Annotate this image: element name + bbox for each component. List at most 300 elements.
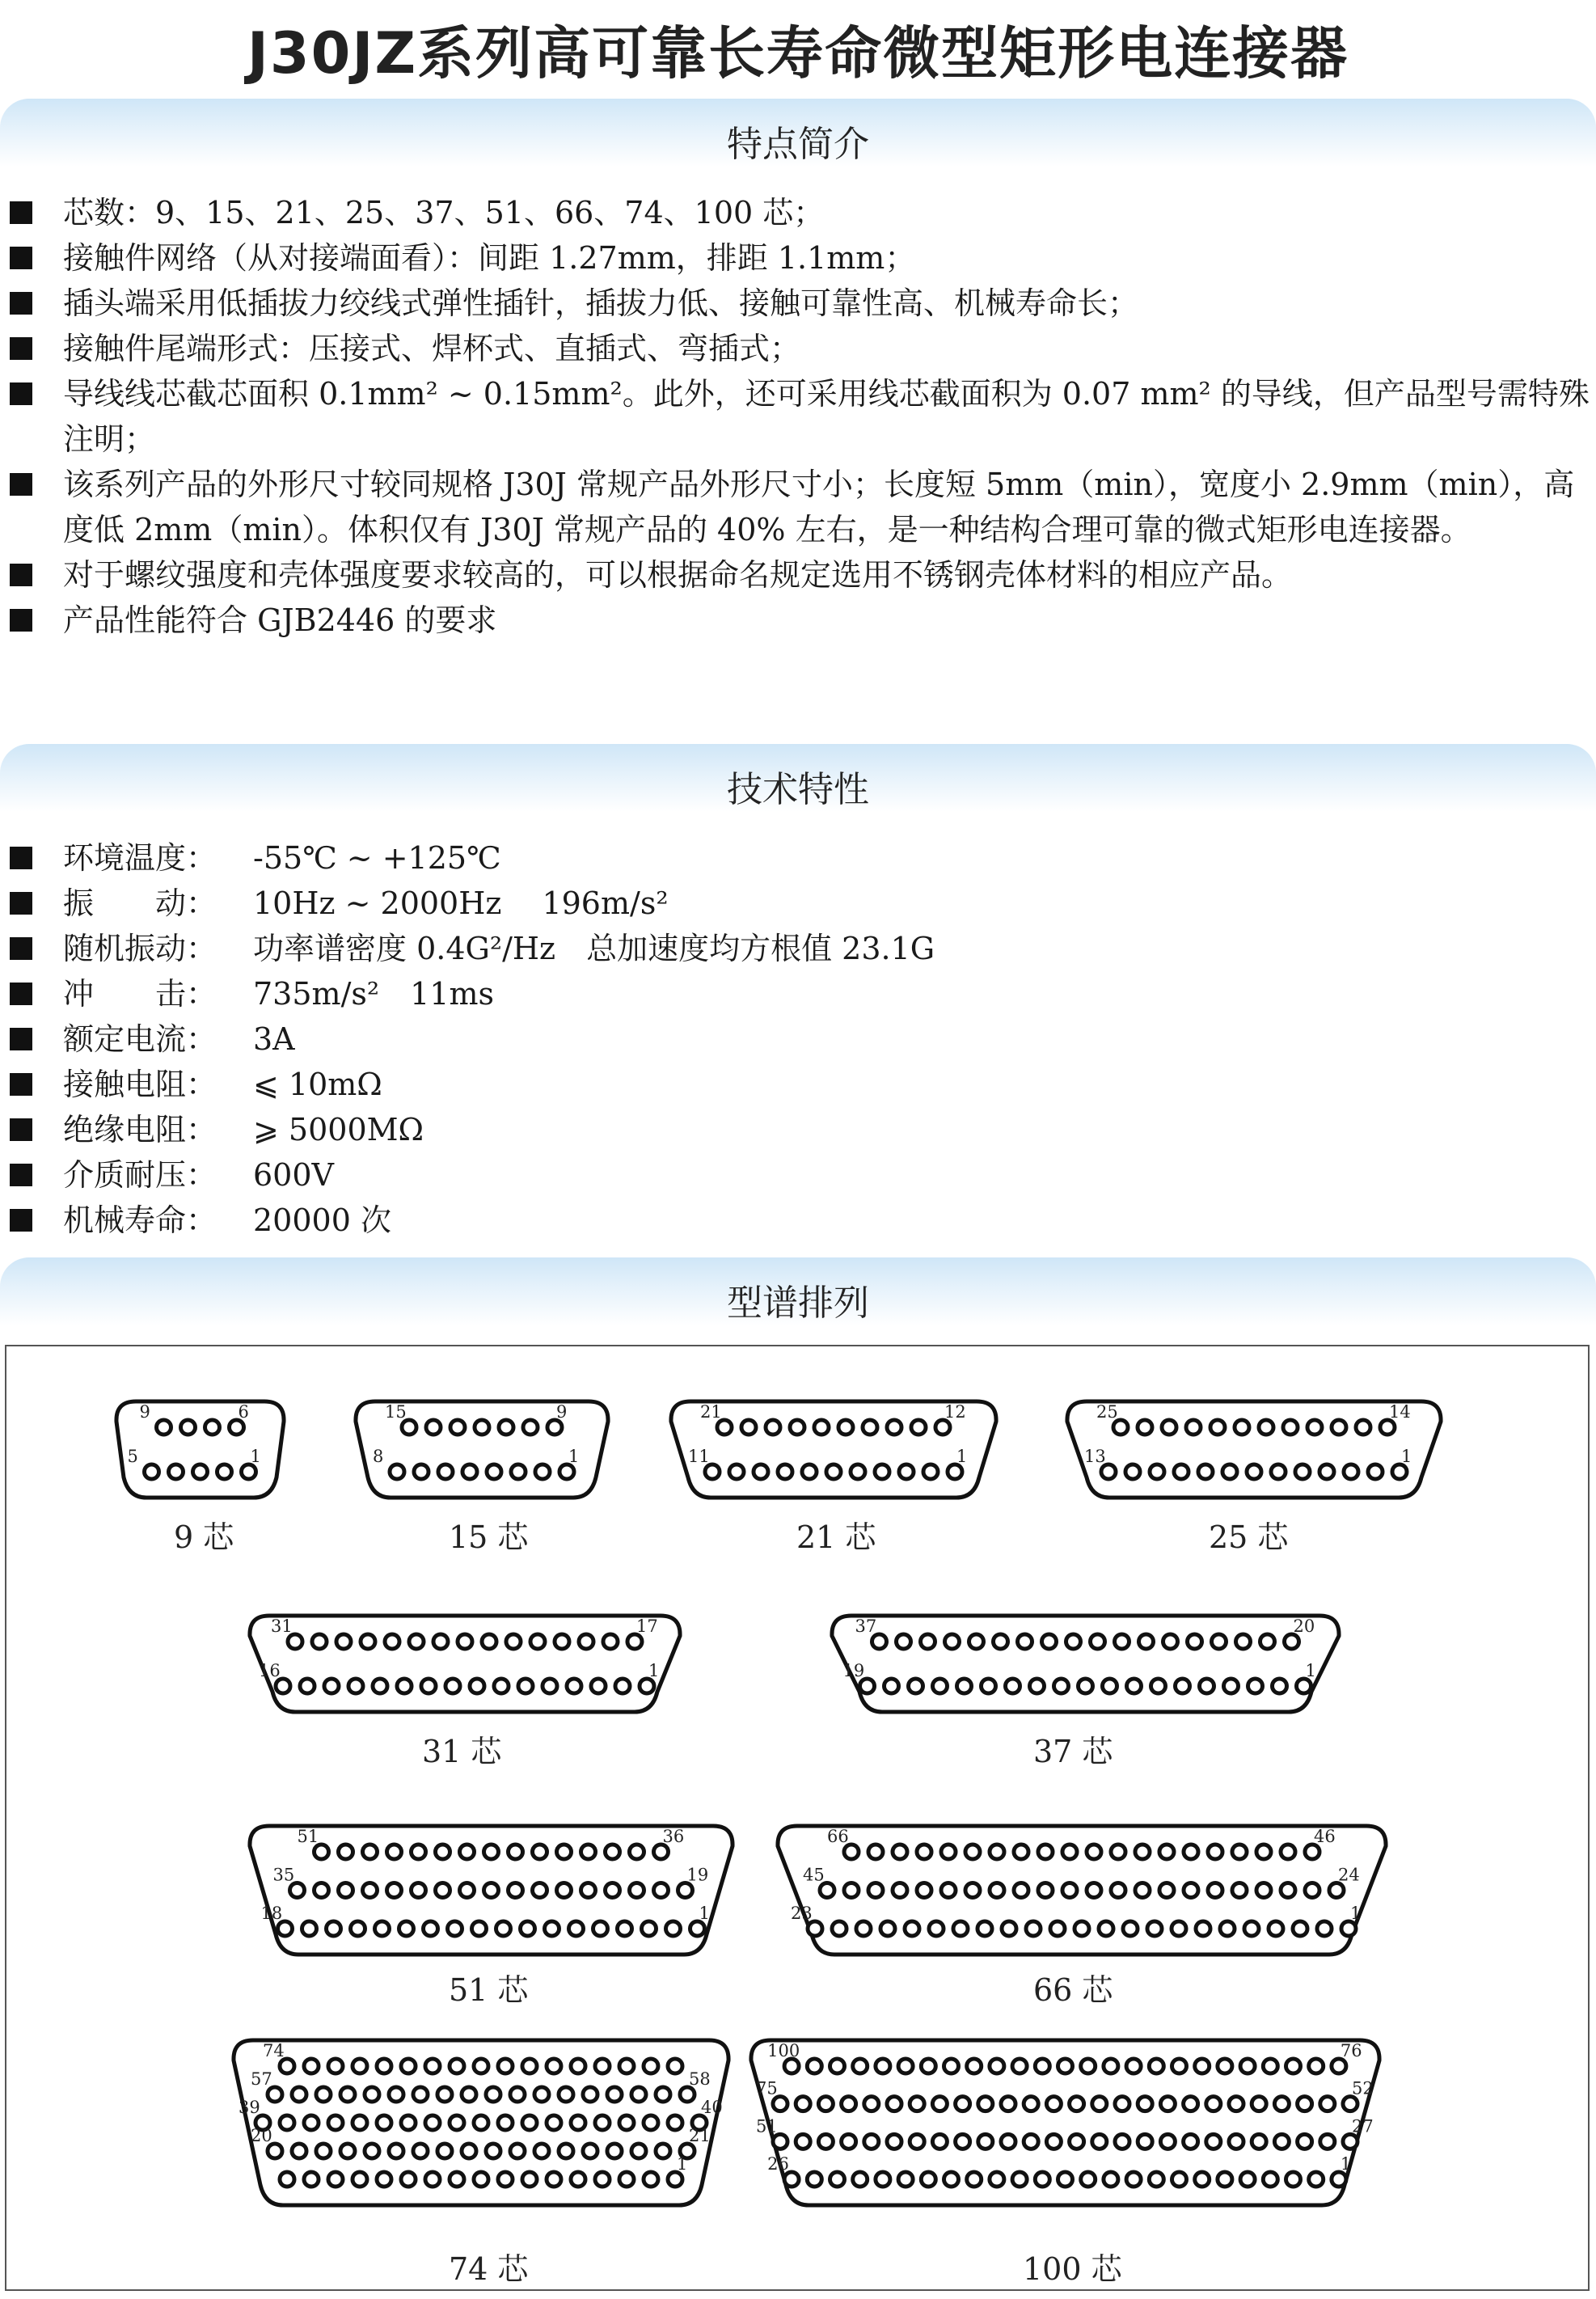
connector-pin (518, 1679, 533, 1693)
pin-number-label: 1 (568, 1447, 580, 1466)
pin-number-label: 20 (1293, 1616, 1315, 1636)
connector-pin (377, 2172, 391, 2187)
connector-pin (1297, 1679, 1311, 1693)
section-title: 型谱排列 (727, 1283, 869, 1324)
connector-pin (1319, 1464, 1334, 1479)
connector-pin (1184, 2097, 1198, 2111)
connector-pin (619, 2059, 634, 2073)
connector-pin (1229, 2134, 1243, 2149)
connector-pin (1186, 1420, 1201, 1435)
connector-pin (328, 2059, 343, 2073)
connector-pin (945, 1634, 960, 1649)
connector-pin (741, 1420, 756, 1435)
connector-pin (373, 1679, 387, 1693)
connector-pin (606, 1845, 620, 1859)
connector-pin (1222, 1464, 1237, 1479)
connector-pin (885, 1679, 899, 1693)
connector-pin (181, 1420, 196, 1435)
connector-pin (838, 1420, 853, 1435)
connector-pin (595, 2172, 610, 2187)
connector-pin (802, 1464, 817, 1479)
connector-pin (853, 2172, 868, 2187)
connector-pin (898, 2172, 913, 2187)
connector-pin (1066, 1634, 1081, 1649)
connector-pin (1176, 1679, 1190, 1693)
connector-pin (656, 2144, 670, 2158)
connector-pin (387, 1883, 402, 1898)
connector-pin (484, 1845, 499, 1859)
connector-pin (853, 2059, 868, 2073)
connector-pin (1206, 2134, 1221, 2149)
connector-pin (1274, 2134, 1289, 2149)
connector-pin (571, 2059, 585, 2073)
pin-number-label: 23 (791, 1904, 813, 1923)
connector-pin (969, 1634, 984, 1649)
connector-pin (668, 2172, 682, 2187)
connector-pin (1380, 1420, 1395, 1435)
pin-number-label: 16 (259, 1661, 281, 1680)
specs-list (0, 835, 935, 1243)
connector-pin (1329, 1883, 1344, 1898)
connector-pin (956, 2097, 970, 2111)
connector-pin (905, 1921, 919, 1936)
pin-number-label: 8 (373, 1447, 384, 1466)
pin-number-label: 13 (1084, 1447, 1106, 1466)
connector-pin (887, 2097, 901, 2111)
connector-pin (555, 1634, 569, 1649)
connector-pin (1252, 2134, 1266, 2149)
connector-pin (523, 1420, 538, 1435)
bullet-square-icon (10, 473, 32, 496)
connector-pin (1295, 1464, 1310, 1479)
connector-pin (458, 1634, 472, 1649)
connector-shell-icon (775, 1824, 1389, 1957)
connector-pin (1135, 1883, 1150, 1898)
connector-pin (533, 1883, 547, 1898)
connector-pin (387, 1845, 402, 1859)
connector-pin (438, 1464, 453, 1479)
pin-number-label: 18 (260, 1904, 283, 1923)
connector-pin (1218, 2059, 1232, 2073)
connector-label: 37 芯 (1033, 1734, 1113, 1769)
section-title: 技术特性 (727, 769, 869, 810)
connector-pin (571, 2172, 585, 2187)
connector-pin (1196, 1921, 1210, 1936)
connector-pin (1252, 2097, 1266, 2111)
connector-label: 51 芯 (449, 1972, 529, 2008)
connector-pin (340, 2087, 355, 2102)
connector-pin (543, 1679, 557, 1693)
pin-number-label: 1 (1340, 2154, 1352, 2174)
connector-pin (1274, 2097, 1289, 2111)
connector-pin (1014, 1883, 1028, 1898)
connector-pin (1159, 1883, 1174, 1898)
spec-item: 环境温度： -55℃ ~ +125℃ (0, 835, 935, 881)
connector-pin (1235, 1420, 1249, 1435)
connector-pin (941, 1845, 956, 1859)
pin-number-label: 1 (1305, 1661, 1316, 1680)
connector-pin (1256, 1883, 1271, 1898)
connector-pin (1172, 2172, 1187, 2187)
page-title: J30JZ系列高可靠长寿命微型矩形电连接器 (247, 20, 1349, 87)
connector-pin (475, 1420, 489, 1435)
pin-number-label: 66 (827, 1827, 849, 1846)
pin-number-label: 25 (1096, 1402, 1118, 1422)
connector-8 (775, 1824, 1389, 1957)
pin-number-label: 15 (385, 1402, 407, 1422)
connector-label: 74 芯 (449, 2251, 529, 2287)
connector-pin (1135, 1845, 1150, 1859)
connector-pin (1305, 1845, 1319, 1859)
connector-pin (631, 2144, 646, 2158)
pin-number-label: 39 (239, 2098, 260, 2117)
connector-pin (863, 1420, 877, 1435)
bullet-square-icon (10, 382, 32, 405)
connector-pin (1151, 1679, 1166, 1693)
connector-pin (339, 1845, 353, 1859)
feature-item: 产品性能符合 GJB2446 的要求 (0, 598, 1591, 643)
connector-pin (361, 1634, 375, 1649)
connector-pin (1309, 2172, 1324, 2187)
connector-pin (205, 1420, 220, 1435)
connector-pin (990, 2172, 1004, 2187)
connector-pin (499, 1420, 513, 1435)
connector-pin (1138, 1420, 1152, 1435)
connector-pin (814, 1420, 829, 1435)
connector-pin (1320, 2134, 1335, 2149)
bullet-square-icon (10, 247, 32, 269)
connector-pin (1307, 1420, 1322, 1435)
connector-pin (917, 1883, 931, 1898)
connector-pin (474, 2172, 488, 2187)
bullet-square-icon (10, 847, 32, 869)
connector-pin (402, 1420, 416, 1435)
connector-pin (462, 1464, 477, 1479)
connector-pin (1104, 2172, 1118, 2187)
connector-pin (1038, 1883, 1053, 1898)
connector-pin (690, 1921, 705, 1936)
pin-number-label: 45 (803, 1865, 825, 1885)
connector-pin (547, 2115, 561, 2130)
connector-pin (300, 1679, 315, 1693)
connector-pin (591, 1679, 606, 1693)
connector-pin (627, 1634, 642, 1649)
connector-pin (929, 1921, 944, 1936)
connector-pin (1281, 1883, 1295, 1898)
connector-pin (268, 2087, 282, 2102)
connector-pin (644, 2059, 658, 2073)
connector-pin (666, 1921, 681, 1936)
connector-pin (593, 1921, 608, 1936)
pin-number-label: 17 (636, 1616, 658, 1636)
connector-5 (247, 1613, 683, 1714)
connector-pin (1046, 2097, 1061, 2111)
connector-pin (1115, 1634, 1129, 1649)
feature-item: 导线线芯截芯面积 0.1mm² ~ 0.15mm²。此外，还可采用线芯截面积为 0.07 mm² 的导线，但产品型号需特殊注明； (0, 371, 1591, 462)
connector-pin (351, 1921, 365, 1936)
connector-pin (414, 1464, 429, 1479)
connector-pin (1210, 1420, 1225, 1435)
pin-number-label: 1 (1350, 1904, 1362, 1923)
connector-pin (1356, 1420, 1370, 1435)
connector-4 (1064, 1399, 1444, 1500)
connector-pin (412, 1883, 426, 1898)
bullet-square-icon (10, 292, 32, 315)
connector-pin (436, 1845, 450, 1859)
connector-pin (1075, 1921, 1089, 1936)
connector-pin (1263, 2172, 1277, 2187)
connector-pin (820, 1883, 834, 1898)
connector-pin (145, 1464, 159, 1479)
connector-pin (640, 1679, 654, 1693)
connector-pin (1087, 1883, 1101, 1898)
connector-pin (559, 2087, 573, 2102)
connector-pin (1091, 1634, 1105, 1649)
connector-pin (1024, 2097, 1038, 2111)
bullet-square-icon (10, 892, 32, 915)
connector-pin (876, 2172, 890, 2187)
connector-pin (547, 1420, 562, 1435)
connector-pin (1149, 2172, 1163, 2187)
connector-pin (644, 2115, 658, 2130)
connector-pin (460, 1845, 475, 1859)
connector-pin (631, 2087, 646, 2102)
connector-pin (1283, 1420, 1298, 1435)
connector-pin (399, 1921, 414, 1936)
connector-pin (654, 1883, 669, 1898)
connector-pin (462, 2087, 476, 2102)
connector-pin (1001, 2134, 1015, 2149)
connector-pin (603, 1634, 618, 1649)
connector-pin (348, 1679, 363, 1693)
connector-pin (397, 1679, 412, 1693)
connector-pin (967, 2059, 982, 2073)
connector-pin (965, 1845, 980, 1859)
connector-pin (860, 1679, 875, 1693)
connector-pin (1341, 1921, 1356, 1936)
connector-pin (1218, 2172, 1232, 2187)
connector-pin (868, 1883, 883, 1898)
connector-pin (557, 1883, 572, 1898)
pin-number-label: 19 (686, 1865, 709, 1885)
connector-pin (668, 2115, 682, 2130)
connector-pin (1343, 2134, 1357, 2149)
connector-pin (1035, 2172, 1049, 2187)
connector-pin (1115, 2134, 1129, 2149)
connector-pin (498, 2172, 513, 2187)
connector-pin (1081, 2059, 1096, 2073)
connector-pin (910, 2097, 924, 2111)
connector-pin (1293, 1921, 1307, 1936)
pin-number-label: 76 (1340, 2041, 1362, 2060)
connector-pin (522, 2115, 537, 2130)
connector-shell-icon (748, 2038, 1383, 2208)
connector-pin (615, 1679, 630, 1693)
connector-pin (619, 2172, 634, 2187)
connector-pin (1147, 1921, 1162, 1936)
connector-pin (363, 1883, 378, 1898)
connector-pin (1081, 2172, 1096, 2187)
connector-pin (1188, 1634, 1202, 1649)
connector-pin (579, 1634, 593, 1649)
connector-pin (642, 1921, 657, 1936)
connector-pin (1240, 2059, 1255, 2073)
connector-pin (353, 2059, 367, 2073)
connector-pin (842, 2097, 856, 2111)
connector-7 (247, 1824, 736, 1957)
connector-pin (1195, 2059, 1210, 2073)
connector-pin (619, 2115, 634, 2130)
connector-pin (1126, 2172, 1141, 2187)
pin-number-label: 5 (127, 1447, 138, 1466)
connector-pin (450, 2059, 464, 2073)
connector-pin (365, 2144, 379, 2158)
connector-pin (897, 1634, 911, 1649)
connector-pin (1103, 1679, 1117, 1693)
connector-outline (250, 1616, 680, 1712)
connector-pin (327, 1921, 341, 1936)
connector-pin (484, 1883, 499, 1898)
connector-shell-icon (829, 1613, 1342, 1714)
connector-pin (678, 1883, 693, 1898)
pin-number-label: 9 (139, 1402, 150, 1422)
connector-pin (923, 1464, 938, 1479)
connector-pin (312, 1634, 327, 1649)
connector-pin (1104, 2059, 1118, 2073)
connector-pin (304, 2059, 319, 2073)
connector-pin (990, 1845, 1004, 1859)
connector-pin (450, 1420, 465, 1435)
connector-pin (1138, 2097, 1152, 2111)
connector-pin (717, 1420, 732, 1435)
connector-pin (401, 2115, 416, 2130)
feature-item: 接触件网络（从对接端面看）：间距 1.27mm，排距 1.1mm； (0, 235, 1591, 281)
connector-pin (705, 1464, 720, 1479)
connector-pin (401, 2059, 416, 2073)
connector-label: 31 芯 (422, 1734, 502, 1769)
connector-pin (948, 1464, 962, 1479)
pin-number-label: 58 (689, 2069, 711, 2089)
connector-pin (644, 2172, 658, 2187)
connector-pin (909, 1679, 923, 1693)
feature-item: 该系列产品的外形尺寸较同规格 J30J 常规产品外形尺寸小；长度短 5mm（min），宽度小 2.9mm（min），高度低 2mm（min）。体积仅有 J30J 常规产品的 40% 左右，是一种结构合理可靠的微式矩形电连接器。 (0, 462, 1591, 552)
connector-pin (510, 2144, 525, 2158)
connector-pin (530, 1634, 545, 1649)
connector-pin (510, 2087, 525, 2102)
connector-shell-icon (230, 2038, 732, 2208)
pin-number-label: 1 (699, 1904, 710, 1923)
connector-pin (796, 2134, 810, 2149)
feature-item: 芯数：9、15、21、25、37、51、66、74、100 芯； (0, 190, 1591, 235)
connector-pin (1286, 2059, 1301, 2073)
pin-number-label: 75 (756, 2078, 778, 2098)
connector-pin (242, 1464, 256, 1479)
connector-pin (217, 1464, 232, 1479)
connector-pin (807, 2059, 821, 2073)
connector-pin (994, 1634, 1008, 1649)
connector-shell-icon (247, 1613, 683, 1714)
connector-pin (487, 1464, 501, 1479)
connector-pin (921, 2172, 935, 2187)
connector-pin (470, 1679, 484, 1693)
connector-1 (113, 1399, 287, 1500)
connector-pin (315, 1845, 329, 1859)
connector-pin (1317, 1921, 1332, 1936)
connector-pin (547, 2172, 561, 2187)
connector-pin (1058, 2172, 1073, 2187)
pin-number-label: 9 (556, 1402, 568, 1422)
connector-pin (1014, 1845, 1028, 1859)
pin-number-label: 20 (251, 2126, 272, 2145)
connector-pin (486, 2087, 500, 2102)
connector-shell-icon (1064, 1399, 1444, 1500)
connector-pin (390, 1464, 404, 1479)
connector-pin (328, 2115, 343, 2130)
connector-pin (425, 2172, 440, 2187)
connector-pin (450, 2172, 464, 2187)
connector-pin (1126, 2059, 1141, 2073)
connector-pin (1149, 2059, 1163, 2073)
connector-pin (486, 2144, 500, 2158)
bullet-square-icon (10, 609, 32, 632)
connector-pin (375, 1921, 390, 1936)
connector-pin (1012, 2172, 1027, 2187)
connector-pin (339, 1883, 353, 1898)
connector-pin (450, 2115, 464, 2130)
connector-pin (1309, 2059, 1324, 2073)
connector-pin (1070, 2097, 1084, 2111)
pin-number-label: 51 (756, 2116, 778, 2136)
connector-pin (1343, 2097, 1357, 2111)
connector-pin (1344, 1464, 1358, 1479)
connector-pin (978, 2097, 993, 2111)
pin-number-label: 21 (689, 2126, 711, 2145)
connector-pin (990, 2059, 1004, 2073)
pin-number-label: 1 (677, 2154, 688, 2174)
connector-pin (1198, 1464, 1213, 1479)
connector-pin (409, 1634, 424, 1649)
connector-pin (445, 1679, 460, 1693)
connector-pin (324, 1679, 339, 1693)
connector-pin (990, 1883, 1004, 1898)
connector-pin (1024, 2134, 1038, 2149)
connector-pin (280, 2172, 294, 2187)
connector-outline (832, 1616, 1339, 1712)
connector-pin (534, 2087, 549, 2102)
connector-pin (941, 1883, 956, 1898)
connector-pin (982, 1679, 996, 1693)
connector-pin (157, 1420, 171, 1435)
pin-number-label: 26 (767, 2154, 789, 2174)
connector-pin (1054, 1679, 1069, 1693)
connector-pin (1247, 1464, 1261, 1479)
spec-item: 介质耐压： 600V (0, 1152, 935, 1198)
connector-label: 66 芯 (1033, 1972, 1113, 2008)
connector-pin (808, 1921, 822, 1936)
connector-pin (876, 2059, 890, 2073)
pin-number-label: 1 (250, 1447, 261, 1466)
connector-outline (1067, 1401, 1441, 1498)
connector-pin (773, 2097, 787, 2111)
connector-pin (1232, 1883, 1247, 1898)
connector-6 (829, 1613, 1342, 1714)
connector-pin (1285, 1634, 1299, 1649)
connector-pin (818, 2134, 833, 2149)
pin-number-label: 40 (701, 2098, 723, 2117)
connector-pin (340, 2144, 355, 2158)
connector-pin (1208, 1883, 1222, 1898)
connector-pin (315, 1883, 329, 1898)
